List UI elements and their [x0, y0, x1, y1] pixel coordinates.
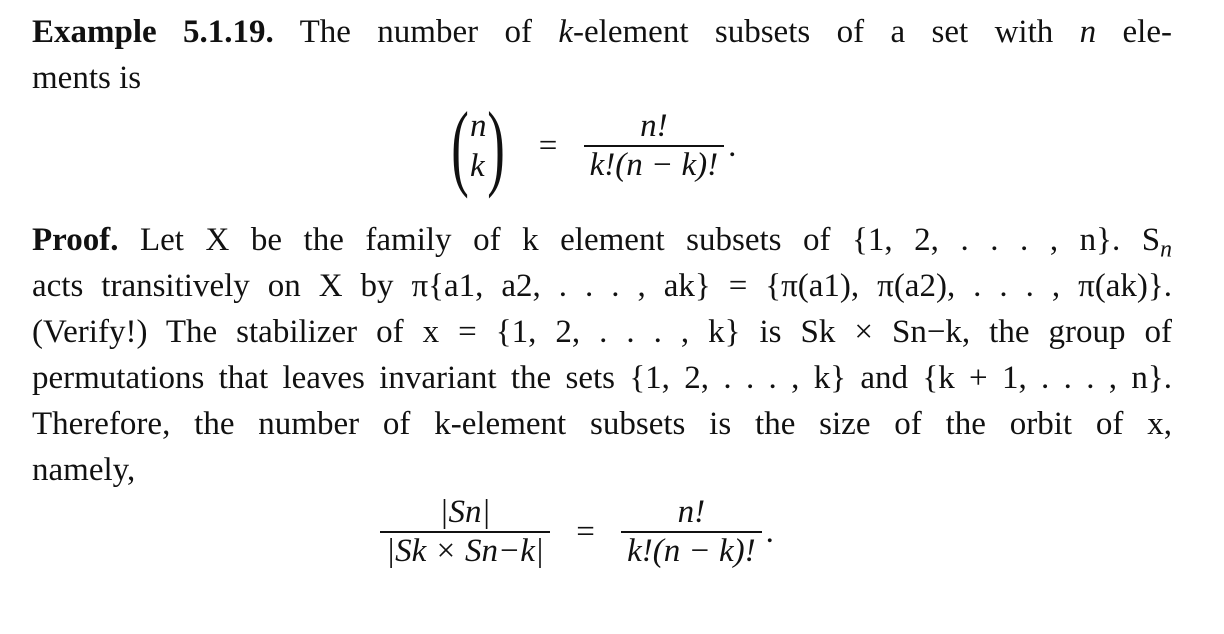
right-paren: ) — [487, 92, 506, 199]
orbit-size-formula — [380, 494, 774, 570]
proof-line-3: (Verify!) The stabilizer of x = {1, 2, . . . , k} is Sk × Sn−k, the group of — [32, 314, 1172, 350]
example-line-1 — [32, 12, 1172, 52]
equals-sign: = — [576, 513, 595, 550]
proof-line-2: acts transitively on X by π{a1, a2, . . . , ak} = {π(a1), π(a2), . . . , π(ak)}. — [32, 268, 1172, 304]
binom-top: n — [469, 108, 487, 144]
numerator: n! — [677, 494, 706, 530]
example-text: The number of — [273, 14, 559, 50]
period: . — [765, 513, 774, 550]
left-paren: ( — [451, 92, 469, 199]
numerator: |Sn| — [439, 494, 491, 530]
binomial-formula — [444, 92, 737, 199]
binomial-coefficient — [444, 92, 512, 199]
denominator: k!(n − k)! — [589, 147, 719, 183]
proof-line-6: namely, — [32, 452, 136, 488]
denominator: |Sk × Sn−k| — [386, 533, 544, 569]
example-text: -element subsets of a set with — [573, 14, 1080, 50]
example-label: Example 5.1.19. — [32, 14, 274, 50]
var-n: n — [1079, 14, 1097, 50]
denominator: k!(n − k)! — [627, 533, 756, 569]
equals-sign: = — [538, 127, 558, 164]
proof-text: Let X be the family of k element subsets of {1, 2, . . . , n}. S — [118, 222, 1161, 258]
fraction-lhs — [380, 494, 550, 570]
proof-line-5: Therefore, the number of k-element subsets is the size of the orbit of x, — [32, 406, 1172, 442]
fraction-rhs — [621, 494, 762, 570]
binom-bottom: k — [469, 148, 485, 184]
proof-line-1: Proof. Let X be the family of k element subsets of {1, 2, . . . , n}. $S_n$ — [32, 222, 1172, 263]
period: . — [728, 127, 737, 164]
fraction — [584, 108, 725, 184]
proof-line-4: permutations that leaves invariant the sets {1, 2, . . . , k} and {k + 1, . . . , n}. — [32, 360, 1172, 396]
proof-label: Proof. — [32, 222, 119, 258]
example-line-2: ments is — [32, 60, 142, 96]
numerator: n! — [640, 108, 668, 144]
example-text: ele- — [1096, 14, 1172, 50]
var-k: k — [558, 14, 574, 50]
